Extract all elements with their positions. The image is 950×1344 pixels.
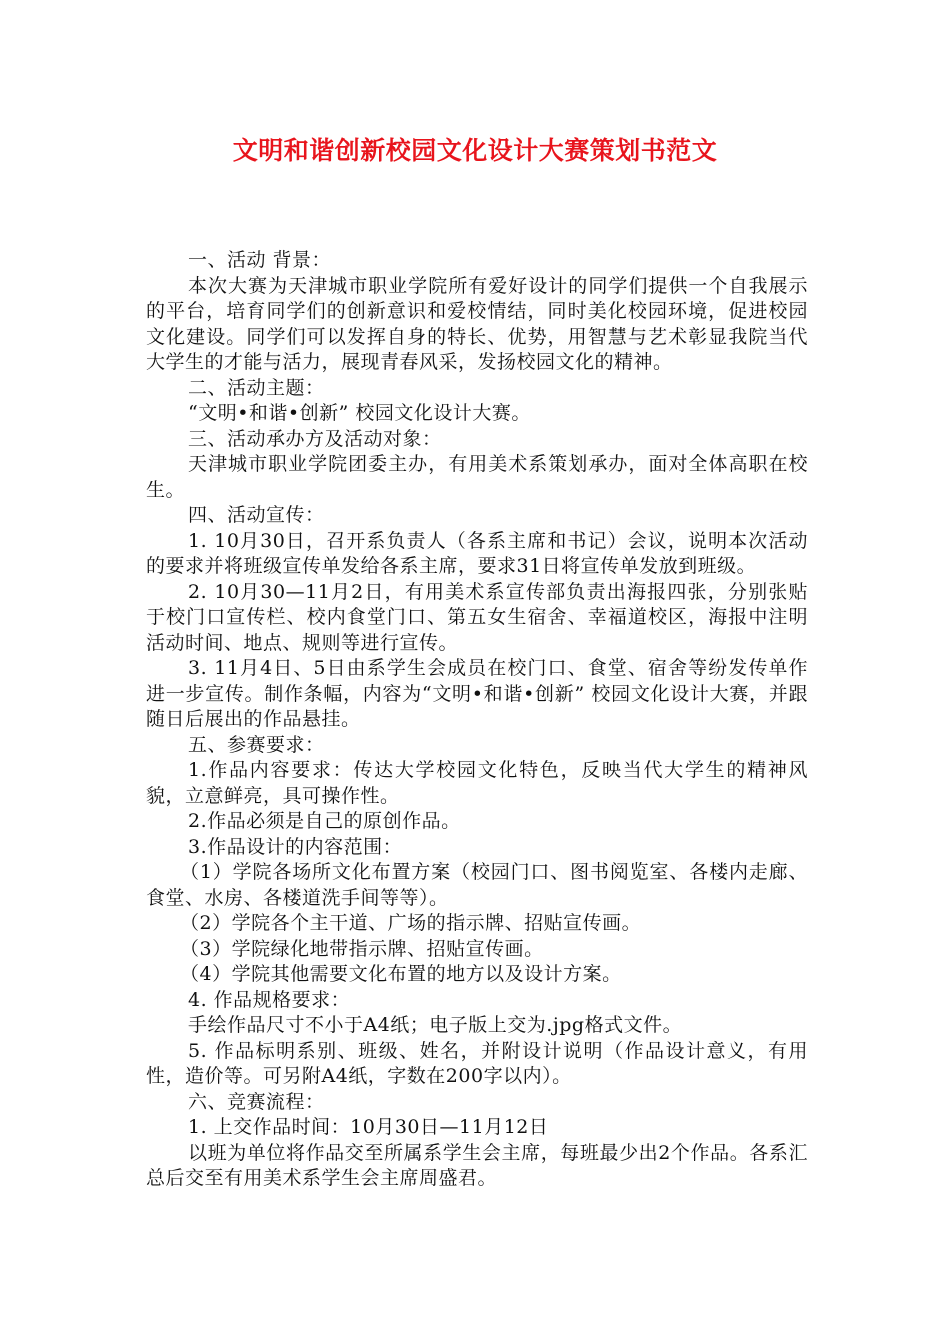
paragraph-requirement-1: 1.作品内容要求：传达大学校园文化特色，反映当代大学生的精神风貌，立意鲜亮，具可操作性。 [146,759,808,807]
paragraph-scope-4: （4）学院其他需要文化布置的地方以及设计方案。 [180,963,622,985]
document-body [146,248,808,1192]
paragraph-publicity-1: 1. 10月30日，召开系负责人（各系主席和书记）会议，说明本次活动的要求并将班级宣传单发给各系主席，要求31日将宣传单发放到班级。 [146,529,808,577]
paragraph-process-submission: 以班为单位将作品交至所属系学生会主席，每班最少出2个作品。各系汇总后交至有用美术系学生会主席周盛君。 [146,1141,808,1189]
section-heading-requirements: 五、参赛要求： [188,733,325,756]
paragraph-process-1: 1. 上交作品时间：10月30日—11月12日 [188,1116,549,1138]
section-heading-background: 一、活动 背景： [188,249,332,271]
section-heading-organizer: 三、活动承办方及活动对象： [188,427,442,450]
paragraph-scope-3: （3）学院绿化地带指示牌、招贴宣传画。 [180,937,544,960]
paragraph-publicity-3: 3. 11月4日、5日由系学生会成员在校门口、食堂、宿舍等纷发传单作进一步宣传。制作条幅，内容为“文明•和谐•创新” 校园文化设计大赛，并跟随日后展出的作品悬挂。 [146,657,808,730]
paragraph-size-spec: 手绘作品尺寸不小于A4纸；电子版上交为.jpg格式文件。 [188,1014,683,1036]
section-heading-process: 六、竞赛流程： [188,1090,325,1113]
paragraph-background: 本次大赛为天津城市职业学院所有爱好设计的同学们提供一个自我展示的平台，培育同学们的创新意识和爱校情结，同时美化校园环境，促进校园文化建设。同学们可以发挥自身的特长、优势，用智慧与艺术彰显我院当代大学生的才能与活力，展现青春风采，发扬校园文化的精神。 [146,274,808,373]
paragraph-theme: “文明•和谐•创新” 校园文化设计大赛。 [188,402,531,424]
paragraph-requirement-2: 2.作品必须是自己的原创作品。 [188,810,461,832]
paragraph-publicity-2: 2. 10月30—11月2日，有用美术系宣传部负责出海报四张，分别张贴于校门口宣传栏、校内食堂门口、第五女生宿舍、幸福道校区，海报中注明活动时间、地点、规则等进行宣传。 [146,580,808,654]
paragraph-requirement-5: 5. 作品标明系别、班级、姓名，并附设计说明（作品设计意义，有用性，造价等。可另附A4纸，字数在200字以内）。 [146,1039,808,1087]
document-title: 文明和谐创新校园文化设计大赛策划书范文 [232,136,718,165]
section-heading-publicity: 四、活动宣传： [188,504,325,526]
section-heading-theme: 二、活动主题： [188,376,325,399]
paragraph-organizer: 天津城市职业学院团委主办，有用美术系策划承办，面对全体高职在校生。 [146,453,808,501]
paragraph-scope-1: （1）学院各场所文化布置方案（校园门口、图书阅览室、各楼内走廊、食堂、水房、各楼道洗手间等等）。 [146,861,808,909]
paragraph-requirement-4: 4. 作品规格要求： [188,988,351,1011]
paragraph-requirement-3: 3.作品设计的内容范围： [188,835,403,858]
paragraph-scope-2: （2）学院各个主干道、广场的指示牌、招贴宣传画。 [180,912,642,934]
